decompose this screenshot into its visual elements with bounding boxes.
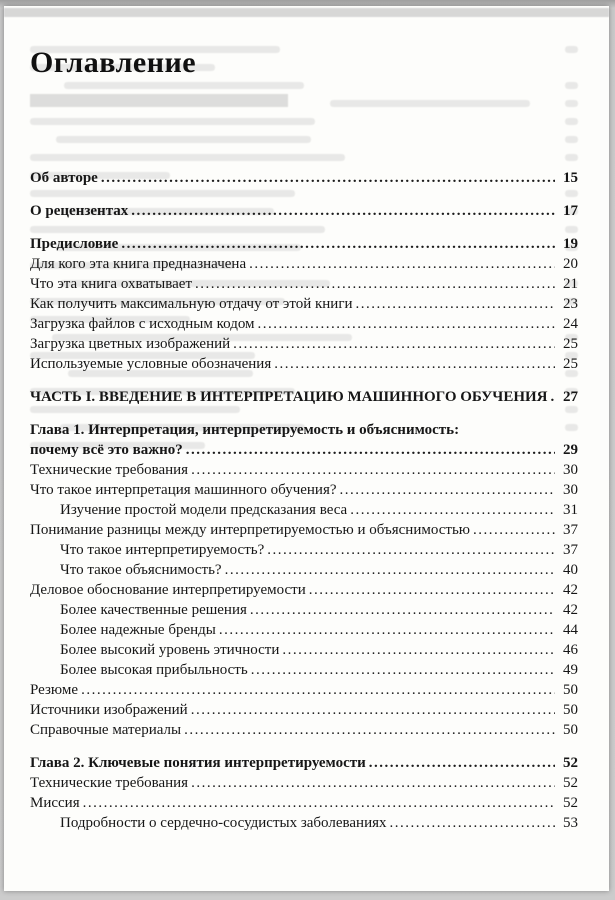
toc-label: Более надежные бренды: [60, 622, 216, 638]
toc-label: Справочные материалы: [30, 722, 182, 738]
toc-page-number: 25: [563, 336, 578, 352]
dot-leader: [186, 440, 555, 460]
toc-entry: [30, 254, 578, 274]
dot-leader: [309, 580, 555, 600]
dot-leader: [356, 294, 555, 314]
toc-label: Что такое интерпретация машинного обучения?: [30, 482, 337, 498]
dot-leader: [369, 753, 555, 773]
toc-label: Миссия: [30, 795, 80, 811]
toc-page-number: 50: [563, 722, 578, 738]
toc-page-number: 17: [563, 203, 578, 219]
toc-entry: [30, 620, 578, 640]
toc-entry: [30, 560, 578, 580]
toc-page-number: 25: [563, 356, 578, 372]
toc-page-number: 40: [563, 562, 578, 578]
toc-entry: [30, 354, 578, 374]
toc-entry: [30, 793, 578, 813]
toc-page-number: 44: [563, 622, 578, 638]
toc-label: Что такое интерпретируемость?: [60, 542, 265, 558]
toc-label: Резюме: [30, 682, 79, 698]
dot-leader: [250, 600, 555, 620]
toc-label: Понимание разницы между интерпретируемостью и объяснимостью: [30, 522, 470, 538]
toc-entry: [30, 274, 578, 294]
toc-label: Глава 1. Интерпретация, интерпретируемость и объяснимость:: [30, 422, 460, 438]
dot-leader: [258, 314, 555, 334]
dot-leader: [551, 387, 556, 407]
toc-label: Предисловие: [30, 236, 119, 252]
toc-entry: [30, 813, 578, 833]
dot-leader: [191, 700, 555, 720]
dot-leader: [233, 334, 555, 354]
book-page: [4, 6, 609, 891]
toc-label: Технические требования: [30, 462, 189, 478]
toc-page-number: 49: [563, 662, 578, 678]
toc-label: Изучение простой модели предсказания веса: [60, 502, 348, 518]
toc-entry: [30, 540, 578, 560]
toc-entry: [30, 460, 578, 480]
dot-leader: [131, 201, 555, 221]
dot-leader: [101, 168, 555, 188]
toc-entry: [30, 680, 578, 700]
toc-label: Глава 2. Ключевые понятия интерпретируемости: [30, 755, 366, 771]
toc-page-number: 21: [563, 276, 578, 292]
toc-entry: [30, 640, 578, 660]
toc-page-number: 23: [563, 296, 578, 312]
toc-entry: [30, 773, 578, 793]
toc-entry: [30, 420, 578, 440]
toc-page-number: 37: [563, 542, 578, 558]
toc-entry: [30, 500, 578, 520]
toc-page-number: 53: [563, 815, 578, 831]
dot-leader: [267, 540, 555, 560]
toc-label: Что эта книга охватывает: [30, 276, 193, 292]
toc-page-number: 24: [563, 316, 578, 332]
toc-page-number: 30: [563, 482, 578, 498]
dot-leader: [340, 480, 555, 500]
toc-page-number: 15: [563, 170, 578, 186]
toc-label: Загрузка файлов с исходным кодом: [30, 316, 255, 332]
toc-label: О рецензентах: [30, 203, 129, 219]
toc-label: Загрузка цветных изображений: [30, 336, 231, 352]
toc-label: Технические требования: [30, 775, 189, 791]
toc-entry: [30, 387, 578, 407]
toc-page-number: 50: [563, 682, 578, 698]
toc-entry: [30, 334, 578, 354]
toc-label: Источники изображений: [30, 702, 188, 718]
toc-entry: [30, 294, 578, 314]
dot-leader: [251, 660, 555, 680]
toc-page-number: 30: [563, 462, 578, 478]
toc-page-number: 19: [563, 236, 578, 252]
toc-entry: [30, 660, 578, 680]
dot-leader: [225, 560, 555, 580]
dot-leader: [274, 354, 555, 374]
dot-leader: [83, 793, 555, 813]
toc-label: Подробности о сердечно-сосудистых заболеваниях: [60, 815, 387, 831]
toc-entry: [30, 234, 578, 254]
toc-entry: [30, 201, 578, 221]
toc-label: Используемые условные обозначения: [30, 356, 272, 372]
toc-entry: [30, 314, 578, 334]
dot-leader: [191, 460, 555, 480]
dot-leader: [184, 720, 555, 740]
toc-page-number: 42: [563, 602, 578, 618]
dot-leader: [121, 234, 555, 254]
page-title: Оглавление: [30, 46, 197, 79]
toc-page-number: 52: [563, 795, 578, 811]
toc-page-number: 42: [563, 582, 578, 598]
toc-label: Как получить максимальную отдачу от этой книги: [30, 296, 353, 312]
dot-leader: [195, 274, 555, 294]
toc-entry: [30, 168, 578, 188]
toc-label: Для кого эта книга предназначена: [30, 256, 247, 272]
toc-label: ЧАСТЬ I. ВВЕДЕНИЕ В ИНТЕРПРЕТАЦИЮ МАШИННОГО ОБУЧЕНИЯ: [30, 389, 548, 405]
toc-entry: [30, 720, 578, 740]
toc-entry: [30, 600, 578, 620]
toc-entry: [30, 480, 578, 500]
toc-list: [30, 168, 578, 833]
toc-label: Более высокий уровень этичности: [60, 642, 280, 658]
toc-label: почему всё это важно?: [30, 442, 183, 458]
toc-label: Деловое обоснование интерпретируемости: [30, 582, 306, 598]
dot-leader: [473, 520, 555, 540]
toc-label: Более качественные решения: [60, 602, 247, 618]
toc-page-number: 46: [563, 642, 578, 658]
dot-leader: [390, 813, 556, 833]
toc-page-number: 31: [563, 502, 578, 518]
toc-page-number: 27: [563, 389, 578, 405]
dot-leader: [350, 500, 555, 520]
toc-page-number: 52: [563, 755, 578, 771]
dot-leader: [249, 254, 555, 274]
toc-entry: [30, 753, 578, 773]
toc-page-number: 50: [563, 702, 578, 718]
page-content: [4, 6, 609, 891]
toc-label: Об авторе: [30, 170, 98, 186]
toc-entry: [30, 580, 578, 600]
toc-entry: [30, 700, 578, 720]
dot-leader: [191, 773, 555, 793]
toc-page-number: 52: [563, 775, 578, 791]
toc-page-number: 29: [563, 442, 578, 458]
dot-leader: [81, 680, 555, 700]
dot-leader: [219, 620, 555, 640]
toc-page-number: 20: [563, 256, 578, 272]
toc-entry: [30, 520, 578, 540]
dot-leader: [282, 640, 555, 660]
toc-page-number: 37: [563, 522, 578, 538]
toc-label: Что такое объяснимость?: [60, 562, 222, 578]
toc-entry: [30, 440, 578, 460]
toc-label: Более высокая прибыльность: [60, 662, 248, 678]
